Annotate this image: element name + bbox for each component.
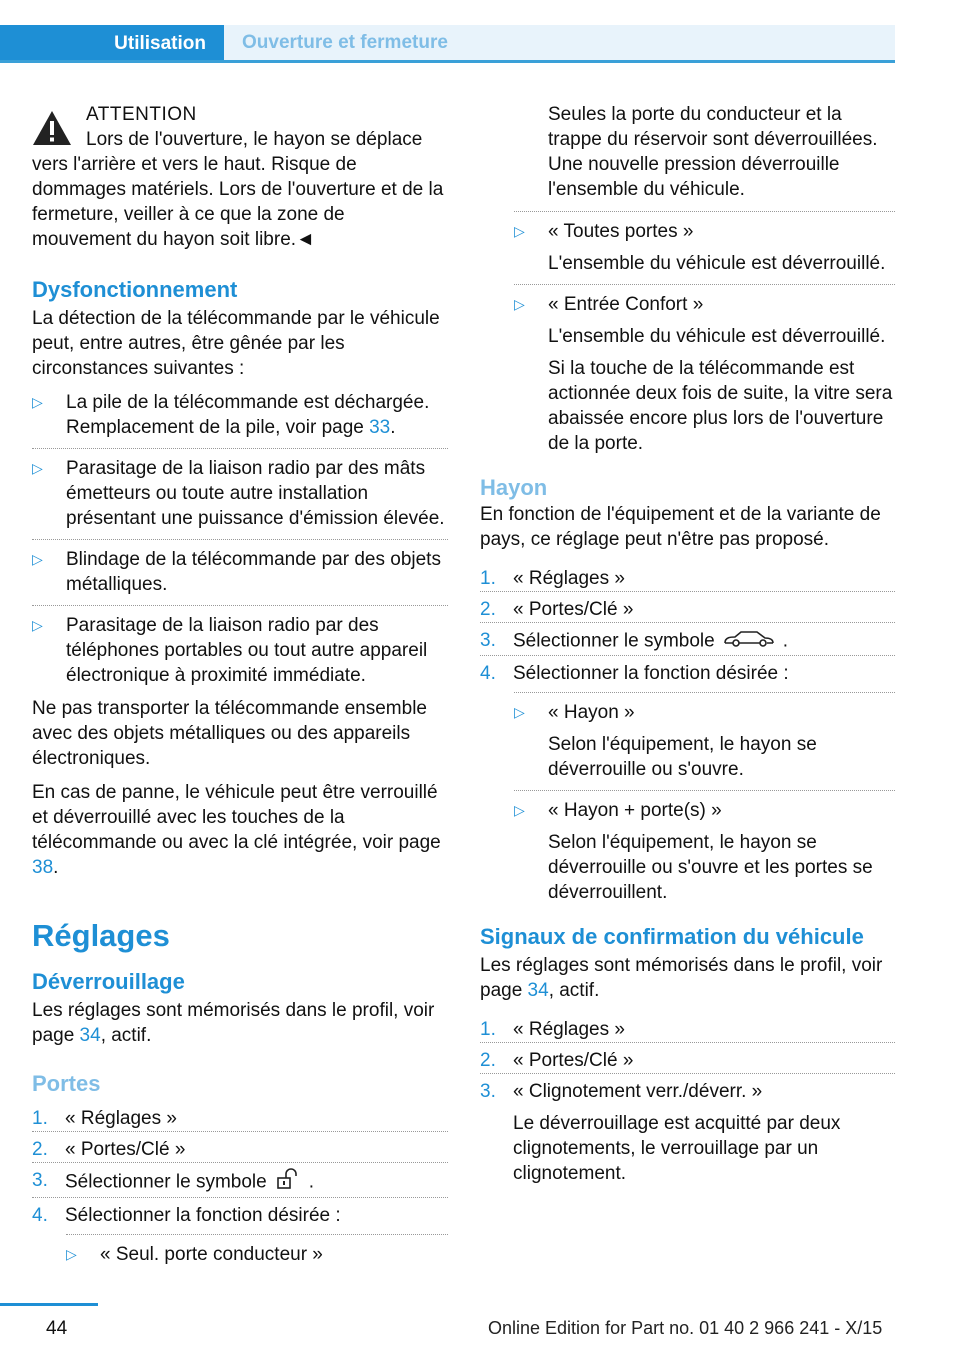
- header-divider: [0, 60, 895, 63]
- list-item-text: Blindage de la télécommande par des objets métalliques.: [66, 549, 441, 595]
- edition-text: Online Edition for Part no. 01 40 2 966 241 - X/15: [488, 1318, 883, 1338]
- triangle-bullet-icon: ▷: [514, 296, 525, 312]
- paragraph-text: Les réglages sont mémorisés dans le profil, voir page: [480, 955, 883, 1001]
- step-suffix: .: [782, 630, 788, 652]
- warning-block: [32, 102, 448, 127]
- step-text: « Portes/Clé »: [513, 1050, 634, 1071]
- list-item: [32, 390, 448, 440]
- step-number: 3.: [480, 1081, 496, 1102]
- step-number: 1.: [32, 1108, 48, 1129]
- step-text: « Clignotement verr./déverr. »: [513, 1081, 763, 1102]
- list-item-text: Selon l'équipement, le hayon se déverrouille ou s'ouvre et les portes se déverrouillent.: [548, 832, 873, 903]
- step-text: « Réglages »: [513, 568, 625, 589]
- step-text: « Réglages »: [513, 1019, 625, 1040]
- step-text: « Portes/Clé »: [65, 1139, 186, 1160]
- list-item-label: « Hayon »: [548, 702, 635, 723]
- triangle-bullet-icon: ▷: [514, 223, 525, 239]
- list-item-label: « Toutes portes »: [548, 221, 694, 242]
- step-item: [480, 622, 895, 655]
- car-tailgate-icon: [723, 628, 775, 655]
- right-column: [480, 102, 895, 1186]
- list-item-text: Parasitage de la liaison radio par des téléphones portables ou tout autre appareil électronique à proximité immédiate.: [66, 615, 428, 686]
- footer-divider: [0, 1303, 98, 1306]
- step-number: 2.: [480, 1050, 496, 1071]
- step-number: 4.: [480, 663, 496, 684]
- step-item: [32, 1162, 448, 1197]
- list-item-label: « Entrée Confort »: [548, 294, 704, 315]
- step-number: 4.: [32, 1205, 48, 1226]
- triangle-bullet-icon: ▷: [32, 460, 43, 476]
- list-item-text: Si la touche de la télécommande est actionnée deux fois de suite, la vitre sera abaissée encore plus lors de l'ouverture de la porte.: [548, 358, 893, 454]
- dysfonctionnement-heading: Dysfonctionnement: [32, 277, 238, 302]
- triangle-bullet-icon: ▷: [514, 802, 525, 818]
- reglages-heading: Réglages: [32, 918, 170, 953]
- paragraph-suffix: , actif.: [548, 980, 600, 1001]
- triangle-bullet-icon: ▷: [514, 704, 525, 720]
- step-text: « Réglages »: [65, 1108, 177, 1129]
- sub-list: [514, 692, 895, 905]
- step-detail: Le déverrouillage est acquitté par deux clignotements, le verrouillage par un clignotement.: [513, 1113, 841, 1184]
- paragraph: [32, 780, 448, 880]
- page-link[interactable]: 34: [527, 980, 549, 1001]
- deverrouillage-heading: Déverrouillage: [32, 969, 185, 994]
- warning-triangle-icon: [32, 110, 72, 153]
- page-link[interactable]: 38: [32, 857, 54, 878]
- list-item: [32, 539, 448, 597]
- step-text: Sélectionner le symbole: [513, 630, 715, 652]
- list-item-text: Selon l'équipement, le hayon se déverrouille ou s'ouvre.: [548, 734, 817, 780]
- step-item: [480, 1073, 895, 1186]
- list-item-text: L'ensemble du véhicule est déverrouillé.: [548, 326, 886, 347]
- list-item-label: « Hayon + porte(s) »: [548, 800, 722, 821]
- step-number: 2.: [32, 1139, 48, 1160]
- step-suffix: .: [308, 1171, 314, 1193]
- left-column: [32, 102, 448, 1275]
- list-item-text: La pile de la télécommande est déchargée. Remplacement de la pile, voir page: [66, 392, 430, 438]
- paragraph: Seules la porte du conducteur et la trappe du réservoir sont déverrouillées. Une nouvelle pression déverrouille l'ensemble du véhicule.: [548, 104, 878, 200]
- tab-utilisation[interactable]: Utilisation: [0, 25, 224, 62]
- triangle-bullet-icon: ▷: [32, 394, 43, 410]
- list-item: [514, 211, 895, 276]
- list-item: [514, 790, 895, 905]
- step-number: 2.: [480, 599, 496, 620]
- page-number: 44: [46, 1318, 68, 1339]
- step-text: « Portes/Clé »: [513, 599, 634, 620]
- step-item: [480, 591, 895, 622]
- step-number: 3.: [32, 1170, 48, 1191]
- list-item: [514, 692, 895, 782]
- paragraph: [480, 953, 895, 1003]
- list-item-text: « Seul. porte conducteur »: [100, 1244, 323, 1265]
- paragraph: [32, 998, 448, 1048]
- step-text: Sélectionner la fonction désirée :: [65, 1205, 341, 1226]
- step-item: [480, 1042, 895, 1073]
- step-item: [32, 1131, 448, 1162]
- step-item: [480, 566, 895, 591]
- triangle-bullet-icon: ▷: [66, 1246, 77, 1262]
- step-text: Sélectionner la fonction désirée :: [513, 663, 789, 684]
- warning-text: Lors de l'ouverture, le hayon se déplace vers l'arrière et vers le haut. Risque de dommages matériels. Lors de l'ouverture et de la fermeture, veiller à ce que la zone de mouvement du hayon soit libre.◄: [32, 129, 444, 250]
- page-link[interactable]: 33: [369, 417, 391, 438]
- list-item: [66, 1234, 448, 1267]
- step-number: 3.: [480, 630, 496, 651]
- warning-title: ATTENTION: [86, 104, 197, 125]
- tab-ouverture-fermeture[interactable]: Ouverture et fermeture: [224, 25, 895, 60]
- sub-list: [66, 1234, 448, 1267]
- step-item: [32, 1106, 448, 1131]
- unlock-icon: [275, 1168, 301, 1197]
- list-item: [32, 605, 448, 688]
- triangle-bullet-icon: ▷: [32, 617, 43, 633]
- signaux-heading: Signaux de confirmation du véhicule: [480, 924, 864, 949]
- list-item-text: Parasitage de la liaison radio par des mâts émetteurs ou toute autre installation présentant une puissance d'émission élevée.: [66, 458, 445, 529]
- step-item: [32, 1197, 448, 1228]
- triangle-bullet-icon: ▷: [32, 551, 43, 567]
- step-item: [480, 655, 895, 686]
- step-text: Sélectionner le symbole: [65, 1171, 267, 1193]
- list-item: [514, 284, 895, 456]
- continued-text-block: [480, 102, 895, 202]
- paragraph-text: Les réglages sont mémorisés dans le profil, voir page: [32, 1000, 435, 1046]
- paragraph: Ne pas transporter la télécommande ensemble avec des objets métalliques ou des appareils électroniques.: [32, 698, 427, 769]
- step-item: [480, 1017, 895, 1042]
- paragraph-suffix: , actif.: [100, 1025, 152, 1046]
- step-number: 1.: [480, 568, 496, 589]
- paragraph-suffix: .: [53, 857, 59, 878]
- list-item-text: L'ensemble du véhicule est déverrouillé.: [548, 253, 886, 274]
- sub-list: [514, 211, 895, 456]
- list-item: [32, 448, 448, 531]
- portes-heading: Portes: [32, 1071, 101, 1096]
- page-link[interactable]: 34: [79, 1025, 101, 1046]
- dysfonctionnement-intro: La détection de la télécommande par le véhicule peut, entre autres, être gênée par les circonstances suivantes :: [32, 308, 440, 379]
- hayon-heading: Hayon: [480, 475, 548, 500]
- list-item-suffix: .: [390, 417, 396, 438]
- paragraph-text: En cas de panne, le véhicule peut être verrouillé et déverrouillé avec les touches de la télécommande ou avec la clé intégrée, voir page: [32, 782, 441, 853]
- step-number: 1.: [480, 1019, 496, 1040]
- paragraph: En fonction de l'équipement et de la variante de pays, ce réglage peut n'être pas proposé.: [480, 504, 881, 550]
